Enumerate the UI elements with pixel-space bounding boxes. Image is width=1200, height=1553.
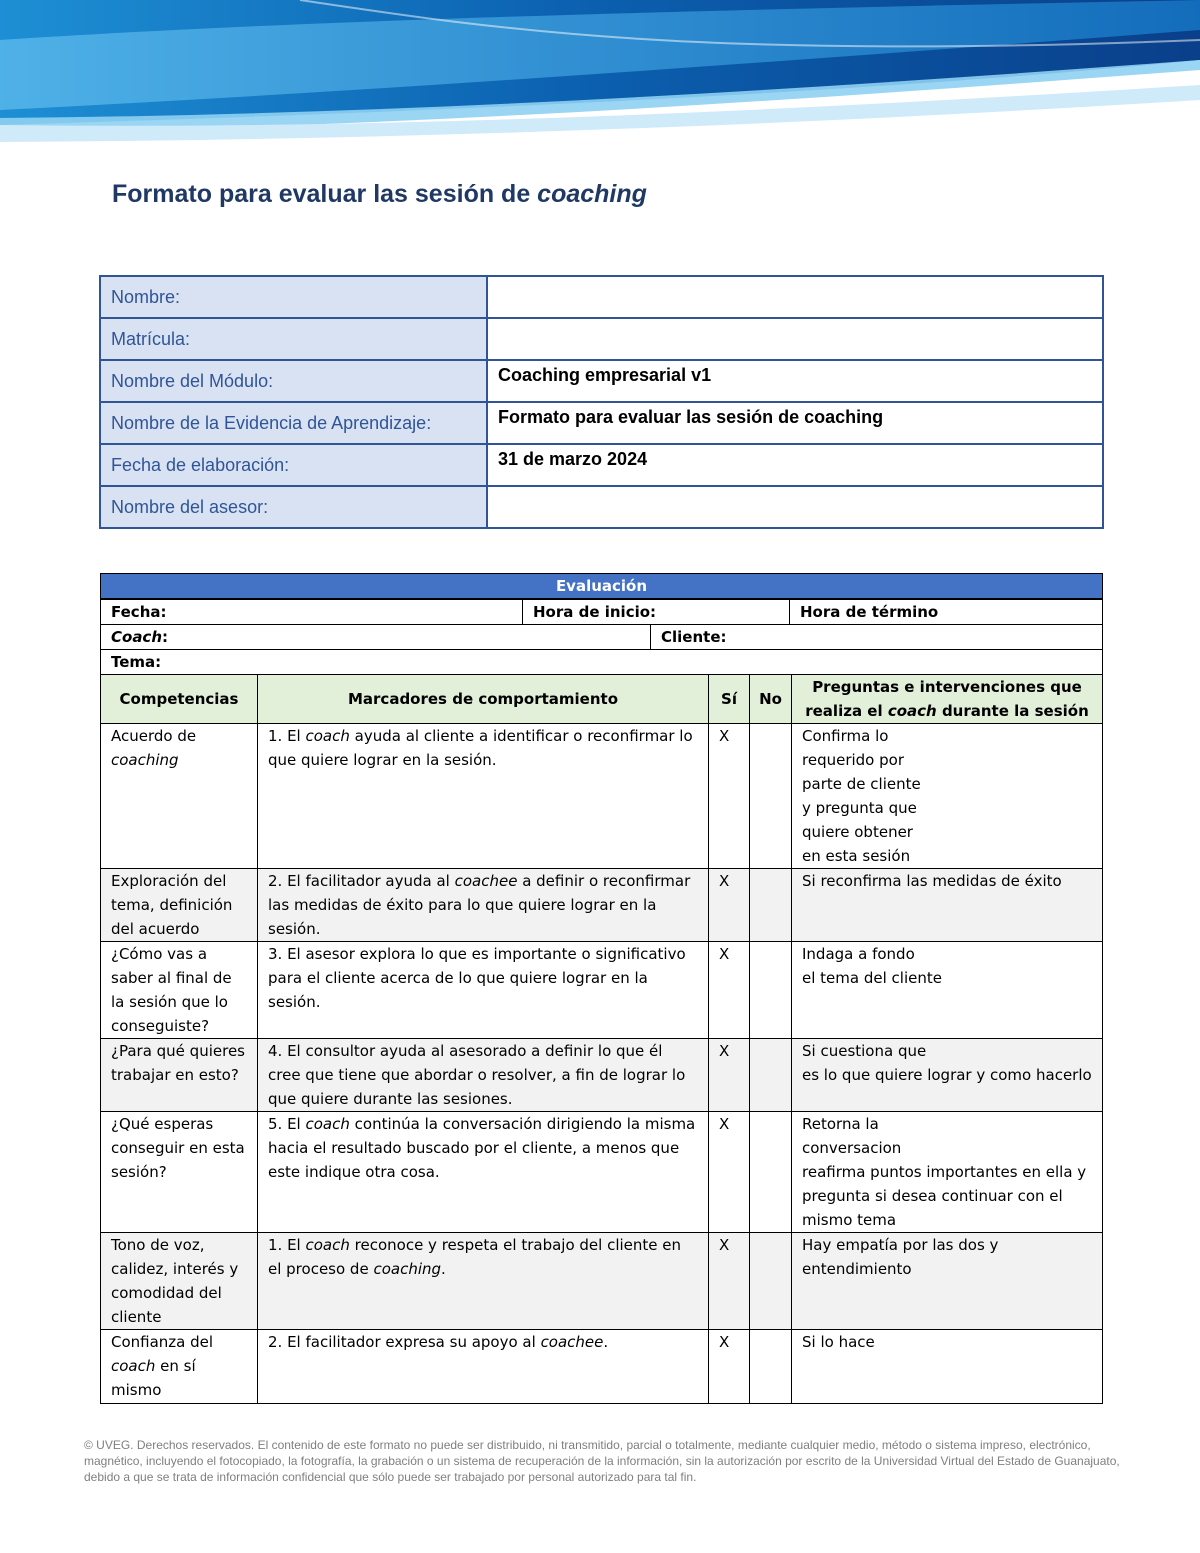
marcador-cell: 5. El coach continúa la conversación dirigiendo la misma hacia el resultado buscado por el cliente, a menos que este indique otra cosa. <box>258 1112 709 1233</box>
page-title: Formato para evaluar las sesión de coaching <box>112 180 647 208</box>
preguntas-cell: Confirma lo requerido por parte de cliente y pregunta que quiere obtener en esta sesión <box>792 724 1103 869</box>
evaluation-row <box>101 1039 1103 1112</box>
si-check-cell[interactable]: X <box>709 1330 750 1404</box>
info-value[interactable]: 31 de marzo 2024 <box>487 444 1103 486</box>
col-no: No <box>750 675 792 724</box>
no-check-cell[interactable] <box>750 724 792 869</box>
competencia-cell: ¿Qué esperas conseguir en esta sesión? <box>101 1112 258 1233</box>
evaluation-header: Evaluación <box>101 574 1103 600</box>
no-check-cell[interactable] <box>750 1112 792 1233</box>
marcador-cell: 2. El facilitador expresa su apoyo al coachee. <box>258 1330 709 1404</box>
evaluation-row <box>101 1112 1103 1233</box>
no-check-cell[interactable] <box>750 1039 792 1112</box>
marcador-cell: 2. El facilitador ayuda al coachee a definir o reconfirmar las medidas de éxito para lo que quiere lograr en la sesión. <box>258 869 709 942</box>
marcador-cell: 1. El coach ayuda al cliente a identificar o reconfirmar lo que quiere lograr en la sesión. <box>258 724 709 869</box>
hora-inicio-label: Hora de inicio: <box>523 600 790 624</box>
evaluation-table <box>100 573 1103 1404</box>
si-check-cell[interactable]: X <box>709 1112 750 1233</box>
no-check-cell[interactable] <box>750 1233 792 1330</box>
info-label: Nombre de la Evidencia de Aprendizaje: <box>100 402 487 444</box>
si-check-cell[interactable]: X <box>709 869 750 942</box>
si-check-cell[interactable]: X <box>709 724 750 869</box>
competencia-cell: ¿Cómo vas a saber al final de la sesión que lo conseguiste? <box>101 942 258 1039</box>
si-check-cell[interactable]: X <box>709 942 750 1039</box>
marcador-cell: 4. El consultor ayuda al asesorado a definir lo que él cree que tiene que abordar o resolver, a fin de lograr lo que quiere durante las sesiones. <box>258 1039 709 1112</box>
competencia-cell: Confianza del coach en sí mismo <box>101 1330 258 1404</box>
info-value[interactable] <box>487 486 1103 528</box>
preguntas-cell: Hay empatía por las dos y entendimiento <box>792 1233 1103 1330</box>
col-competencias: Competencias <box>101 675 258 724</box>
student-info-table <box>99 275 1104 529</box>
si-check-cell[interactable]: X <box>709 1039 750 1112</box>
fecha-label: Fecha: <box>101 600 523 624</box>
info-row <box>100 318 1103 360</box>
si-check-cell[interactable]: X <box>709 1233 750 1330</box>
preguntas-cell: Si lo hace <box>792 1330 1103 1404</box>
evaluation-row <box>101 724 1103 869</box>
info-row <box>100 276 1103 318</box>
no-check-cell[interactable] <box>750 869 792 942</box>
evaluation-row <box>101 942 1103 1039</box>
preguntas-cell: Indaga a fondo el tema del cliente <box>792 942 1103 1039</box>
tema-label: Tema: <box>101 650 1103 675</box>
info-value[interactable] <box>487 318 1103 360</box>
info-label: Nombre del Módulo: <box>100 360 487 402</box>
marcador-cell: 1. El coach reconoce y respeta el trabajo del cliente en el proceso de coaching. <box>258 1233 709 1330</box>
cliente-label: Cliente: <box>661 628 727 646</box>
coach-label: Coach: <box>101 625 651 649</box>
info-value[interactable] <box>487 276 1103 318</box>
col-marcadores: Marcadores de comportamiento <box>258 675 709 724</box>
info-value[interactable]: Coaching empresarial v1 <box>487 360 1103 402</box>
competencia-cell: Acuerdo de coaching <box>101 724 258 869</box>
no-check-cell[interactable] <box>750 942 792 1039</box>
no-check-cell[interactable] <box>750 1330 792 1404</box>
info-row <box>100 444 1103 486</box>
marcador-cell: 3. El asesor explora lo que es importante o significativo para el cliente acerca de lo que quiere lograr en la sesión. <box>258 942 709 1039</box>
info-row <box>100 360 1103 402</box>
col-preguntas: Preguntas e intervenciones que realiza el coach durante la sesión <box>792 675 1103 724</box>
competencia-cell: ¿Para qué quieres trabajar en esto? <box>101 1039 258 1112</box>
header-banner <box>0 0 1200 150</box>
info-label: Nombre del asesor: <box>100 486 487 528</box>
info-value[interactable]: Formato para evaluar las sesión de coaching <box>487 402 1103 444</box>
evaluation-row <box>101 869 1103 942</box>
col-si: Sí <box>709 675 750 724</box>
competencia-cell: Tono de voz, calidez, interés y comodidad del cliente <box>101 1233 258 1330</box>
preguntas-cell: Si reconfirma las medidas de éxito <box>792 869 1103 942</box>
info-label: Fecha de elaboración: <box>100 444 487 486</box>
preguntas-cell: Si cuestiona que es lo que quiere lograr y como hacerlo <box>792 1039 1103 1112</box>
evaluation-row <box>101 1233 1103 1330</box>
copyright-footer: © UVEG. Derechos reservados. El contenido de este formato no puede ser distribuido, ni transmitido, parcial o totalmente, mediante cualquier medio, método o sistema impreso, electrónico, magnético, incluyendo el fotocopiado, la fotografía, la grabación o un sistema de recuperación de la información, sin la autorización por escrito de la Universidad Virtual del Estado de Guanajuato, debido a que se trata de información confidencial que sólo puede ser trabajado por personal autorizado para tal fin. <box>84 1438 1120 1484</box>
info-label: Matrícula: <box>100 318 487 360</box>
preguntas-cell: Retorna la conversacion reafirma puntos importantes en ella y pregunta si desea continuar con el mismo tema <box>792 1112 1103 1233</box>
hora-termino-label: Hora de término <box>800 603 939 621</box>
competencia-cell: Exploración del tema, definición del acuerdo <box>101 869 258 942</box>
evaluation-row <box>101 1330 1103 1404</box>
info-row <box>100 402 1103 444</box>
info-label: Nombre: <box>100 276 487 318</box>
info-row <box>100 486 1103 528</box>
